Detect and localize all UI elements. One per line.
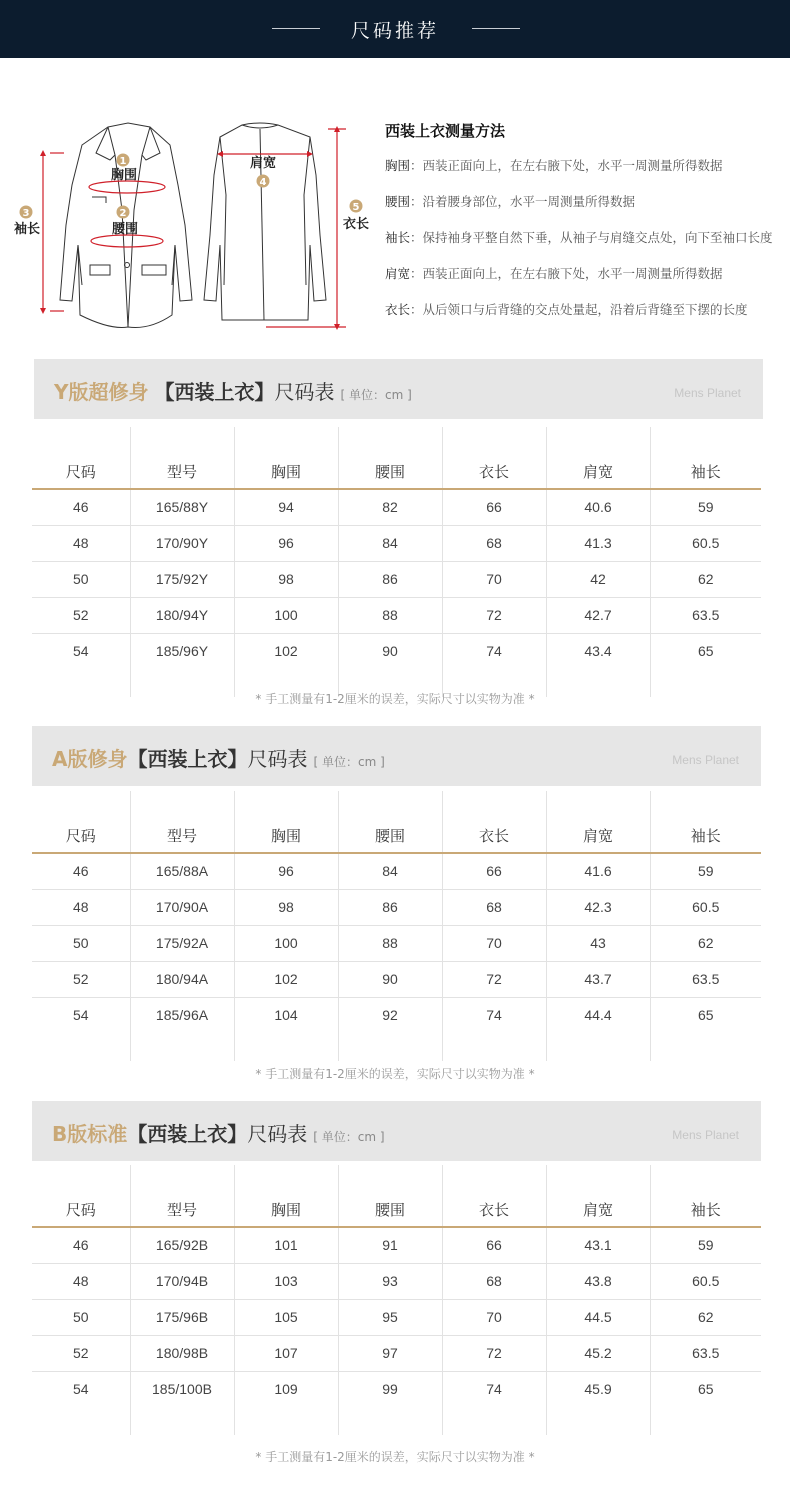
page-title: 尺码推荐 bbox=[350, 20, 439, 42]
col-header: 衣长 bbox=[442, 427, 546, 489]
table-cell: 42.7 bbox=[546, 597, 650, 633]
jacket-measurement-illustration bbox=[10, 115, 380, 340]
section-table-label: 尺码表 bbox=[247, 747, 308, 771]
table-cell: 165/88Y bbox=[130, 489, 234, 525]
measurement-note: * 手工测量有1-2厘米的误差，实际尺寸以实物为准 * bbox=[255, 692, 535, 706]
table-row bbox=[32, 961, 761, 997]
table-cell: 65 bbox=[650, 633, 761, 669]
table-cell: 180/98B bbox=[130, 1335, 234, 1371]
table-cell: 88 bbox=[338, 925, 442, 961]
table-cell: 60.5 bbox=[650, 889, 761, 925]
table-cell: 180/94Y bbox=[130, 597, 234, 633]
badge-2-icon bbox=[117, 206, 130, 220]
section-category: 【西装上衣】 bbox=[154, 380, 275, 404]
col-header: 袖长 bbox=[650, 427, 761, 489]
table-cell: 175/96B bbox=[130, 1299, 234, 1335]
section-unit: [ 单位：cm ] bbox=[313, 1130, 385, 1144]
table-cell: 72 bbox=[442, 1335, 546, 1371]
table-cell: 101 bbox=[234, 1227, 338, 1263]
svg-text:4: 4 bbox=[259, 177, 267, 188]
method-key: 肩宽 bbox=[385, 266, 411, 281]
table-row bbox=[32, 997, 761, 1033]
col-header: 肩宽 bbox=[546, 1165, 650, 1227]
table-cell: 185/96A bbox=[130, 997, 234, 1033]
table-row bbox=[32, 1227, 761, 1263]
table-row bbox=[32, 525, 761, 561]
table-row bbox=[32, 853, 761, 889]
table-header-row bbox=[32, 427, 761, 489]
table-cell: 43.7 bbox=[546, 961, 650, 997]
table-row bbox=[32, 489, 761, 525]
table-row bbox=[32, 925, 761, 961]
chest-label: 胸围 bbox=[110, 168, 138, 183]
table-cell: 60.5 bbox=[650, 525, 761, 561]
table-cell: 170/90Y bbox=[130, 525, 234, 561]
table-cell: 170/90A bbox=[130, 889, 234, 925]
table-cell: 84 bbox=[338, 853, 442, 889]
section-header-y bbox=[34, 359, 763, 419]
table-cell: 68 bbox=[442, 1263, 546, 1299]
table-cell: 65 bbox=[650, 1371, 761, 1407]
table-cell: 91 bbox=[338, 1227, 442, 1263]
col-header: 型号 bbox=[130, 427, 234, 489]
table-cell: 65 bbox=[650, 997, 761, 1033]
table-cell: 46 bbox=[32, 853, 130, 889]
table-row bbox=[32, 1371, 761, 1407]
table-spacer-row bbox=[32, 1033, 761, 1061]
table-cell: 59 bbox=[697, 1237, 714, 1254]
col-header: 型号 bbox=[130, 791, 234, 853]
method-item-chest bbox=[385, 156, 785, 178]
table-cell: 74 bbox=[442, 997, 546, 1033]
table-cell: 98 bbox=[234, 561, 338, 597]
table-cell: 86 bbox=[338, 561, 442, 597]
table-cell: 41.3 bbox=[546, 525, 650, 561]
col-header: 袖长 bbox=[650, 1165, 761, 1227]
col-header: 肩宽 bbox=[546, 791, 650, 853]
col-header: 尺码 bbox=[32, 1165, 130, 1227]
table-cell: 100 bbox=[234, 597, 338, 633]
table-cell: 74 bbox=[442, 633, 546, 669]
measurement-arrows bbox=[43, 129, 346, 327]
table-spacer-row bbox=[32, 1407, 761, 1435]
section-fit-name: A版修身 bbox=[52, 747, 128, 771]
svg-text:2: 2 bbox=[119, 208, 127, 219]
badge-3-icon bbox=[20, 206, 33, 220]
table-cell: 93 bbox=[338, 1263, 442, 1299]
section-unit: [ 单位：cm ] bbox=[340, 388, 412, 402]
col-header: 胸围 bbox=[234, 1165, 338, 1227]
table-cell: 103 bbox=[234, 1263, 338, 1299]
table-cell: 59 bbox=[697, 863, 714, 880]
waist-label: 腰围 bbox=[111, 222, 139, 237]
col-header: 腰围 bbox=[338, 1165, 442, 1227]
sleeve-label: 袖长 bbox=[13, 222, 41, 237]
table-cell: 66 bbox=[442, 489, 546, 525]
table-cell: 105 bbox=[234, 1299, 338, 1335]
table-cell: 40.6 bbox=[546, 489, 650, 525]
table-cell: 97 bbox=[338, 1335, 442, 1371]
table-cell: 102 bbox=[234, 633, 338, 669]
table-cell: 185/96Y bbox=[130, 633, 234, 669]
col-header: 胸围 bbox=[234, 427, 338, 489]
table-cell: 66 bbox=[442, 1227, 546, 1263]
table-cell: 96 bbox=[234, 525, 338, 561]
section-table-label: 尺码表 bbox=[247, 1122, 308, 1146]
table-cell: 44.5 bbox=[546, 1299, 650, 1335]
table-cell: 43 bbox=[546, 925, 650, 961]
table-cell: 99 bbox=[338, 1371, 442, 1407]
size-table-b bbox=[32, 1165, 761, 1435]
table-cell: 54 bbox=[32, 633, 130, 669]
brand-watermark: Mens Planet bbox=[672, 753, 739, 767]
table-cell: 170/94B bbox=[130, 1263, 234, 1299]
table-cell: 100 bbox=[234, 925, 338, 961]
section-header-b bbox=[32, 1101, 761, 1161]
measurement-note: * 手工测量有1-2厘米的误差，实际尺寸以实物为准 * bbox=[255, 1067, 535, 1081]
table-cell: 102 bbox=[234, 961, 338, 997]
section-table-label: 尺码表 bbox=[274, 380, 335, 404]
table-cell: 165/92B bbox=[130, 1227, 234, 1263]
table-cell: 62 bbox=[650, 925, 761, 961]
table-cell: 60.5 bbox=[650, 1263, 761, 1299]
method-item-shoulder bbox=[385, 264, 785, 286]
table-cell: 42.3 bbox=[546, 889, 650, 925]
badge-4-icon bbox=[257, 175, 270, 189]
table-cell: 45.9 bbox=[546, 1371, 650, 1407]
table-cell: 109 bbox=[234, 1371, 338, 1407]
section-fit-name: Y版超修身 bbox=[54, 380, 149, 404]
measurement-note: * 手工测量有1-2厘米的误差，实际尺寸以实物为准 * bbox=[255, 1450, 535, 1464]
col-header: 衣长 bbox=[442, 1165, 546, 1227]
table-cell: 96 bbox=[234, 853, 338, 889]
col-header: 肩宽 bbox=[546, 427, 650, 489]
method-item-length bbox=[385, 300, 785, 322]
method-key: 衣长 bbox=[385, 302, 411, 317]
table-cell: 90 bbox=[338, 633, 442, 669]
table-cell: 180/94A bbox=[130, 961, 234, 997]
table-cell: 104 bbox=[234, 997, 338, 1033]
shoulder-label: 肩宽 bbox=[249, 156, 277, 171]
table-cell: 48 bbox=[32, 889, 130, 925]
size-table-y bbox=[32, 427, 761, 697]
table-cell: 50 bbox=[32, 1299, 130, 1335]
table-cell: 95 bbox=[338, 1299, 442, 1335]
section-unit: [ 单位：cm ] bbox=[313, 755, 385, 769]
table-cell: 62 bbox=[650, 561, 761, 597]
table-cell: 70 bbox=[442, 925, 546, 961]
badge-5-icon bbox=[350, 200, 363, 214]
table-cell: 46 bbox=[32, 1227, 130, 1263]
table-cell: 50 bbox=[32, 561, 130, 597]
method-text: ：西装正面向上，在左右腋下处，水平一周测量所得数据 bbox=[410, 158, 723, 173]
method-item-waist bbox=[385, 192, 785, 214]
table-cell: 44.4 bbox=[546, 997, 650, 1033]
table-cell: 88 bbox=[338, 597, 442, 633]
table-cell: 66 bbox=[442, 853, 546, 889]
table-cell: 70 bbox=[442, 1299, 546, 1335]
col-header: 腰围 bbox=[338, 791, 442, 853]
table-header-row bbox=[32, 1165, 761, 1227]
table-cell: 54 bbox=[32, 997, 130, 1033]
method-key: 袖长 bbox=[385, 230, 411, 245]
table-row bbox=[32, 1263, 761, 1299]
table-cell: 42 bbox=[546, 561, 650, 597]
table-cell: 46 bbox=[32, 489, 130, 525]
jacket-diagram bbox=[10, 115, 380, 340]
table-cell: 52 bbox=[32, 597, 130, 633]
method-text: ：沿着腰身部位，水平一周测量所得数据 bbox=[410, 194, 636, 209]
table-cell: 52 bbox=[32, 1335, 130, 1371]
table-cell: 48 bbox=[32, 525, 130, 561]
table-cell: 43.4 bbox=[546, 633, 650, 669]
col-header: 袖长 bbox=[650, 791, 761, 853]
section-category: 【西装上衣】 bbox=[127, 1122, 248, 1146]
table-row bbox=[32, 633, 761, 669]
header-bar bbox=[0, 0, 790, 58]
table-cell: 68 bbox=[442, 889, 546, 925]
table-cell: 175/92A bbox=[130, 925, 234, 961]
table-cell: 175/92Y bbox=[130, 561, 234, 597]
table-cell: 59 bbox=[697, 499, 714, 516]
method-text: ：西装正面向上，在左右腋下处，水平一周测量所得数据 bbox=[410, 266, 723, 281]
col-header: 腰围 bbox=[338, 427, 442, 489]
table-row bbox=[32, 1299, 761, 1335]
table-cell: 45.2 bbox=[546, 1335, 650, 1371]
table-cell: 98 bbox=[234, 889, 338, 925]
table-row bbox=[32, 597, 761, 633]
table-cell: 165/88A bbox=[130, 853, 234, 889]
table-cell: 52 bbox=[32, 961, 130, 997]
brand-watermark: Mens Planet bbox=[674, 386, 741, 400]
header-line-right bbox=[472, 28, 520, 29]
method-text: ：从后领口与后背缝的交点处量起，沿着后背缝至下摆的长度 bbox=[410, 302, 748, 317]
section-fit-name: B版标准 bbox=[52, 1122, 128, 1146]
badge-1-icon bbox=[117, 154, 130, 168]
table-cell: 43.8 bbox=[546, 1263, 650, 1299]
method-text: ：保持袖身平整自然下垂，从袖子与肩缝交点处，向下至袖口长度 bbox=[410, 230, 773, 245]
table-cell: 41.6 bbox=[546, 853, 650, 889]
svg-text:3: 3 bbox=[22, 208, 30, 219]
size-table-a bbox=[32, 791, 761, 1061]
table-header-row bbox=[32, 791, 761, 853]
table-cell: 63.5 bbox=[650, 597, 761, 633]
col-header: 尺码 bbox=[32, 427, 130, 489]
table-cell: 86 bbox=[338, 889, 442, 925]
brand-watermark: Mens Planet bbox=[672, 1128, 739, 1142]
section-category: 【西装上衣】 bbox=[127, 747, 248, 771]
table-cell: 185/100B bbox=[130, 1371, 234, 1407]
table-row bbox=[32, 561, 761, 597]
table-cell: 84 bbox=[338, 525, 442, 561]
table-cell: 43.1 bbox=[546, 1227, 650, 1263]
table-cell: 94 bbox=[234, 489, 338, 525]
table-cell: 54 bbox=[32, 1371, 130, 1407]
measurement-method bbox=[385, 120, 785, 322]
col-header: 型号 bbox=[130, 1165, 234, 1227]
jacket-back-drawing bbox=[204, 123, 326, 320]
table-cell: 72 bbox=[442, 597, 546, 633]
table-cell: 107 bbox=[234, 1335, 338, 1371]
method-item-sleeve bbox=[385, 228, 785, 250]
table-cell: 62 bbox=[650, 1299, 761, 1335]
svg-text:1: 1 bbox=[119, 156, 127, 167]
table-cell: 63.5 bbox=[650, 961, 761, 997]
table-row bbox=[32, 1335, 761, 1371]
table-cell: 63.5 bbox=[650, 1335, 761, 1371]
table-cell: 74 bbox=[442, 1371, 546, 1407]
col-header: 尺码 bbox=[32, 791, 130, 853]
svg-text:5: 5 bbox=[352, 202, 360, 213]
table-cell: 50 bbox=[32, 925, 130, 961]
table-cell: 82 bbox=[338, 489, 442, 525]
table-row bbox=[32, 889, 761, 925]
method-key: 腰围 bbox=[385, 194, 411, 209]
table-cell: 92 bbox=[338, 997, 442, 1033]
method-title: 西装上衣测量方法 bbox=[385, 122, 506, 140]
table-cell: 68 bbox=[442, 525, 546, 561]
section-header-a bbox=[32, 726, 761, 786]
table-cell: 48 bbox=[32, 1263, 130, 1299]
table-cell: 72 bbox=[442, 961, 546, 997]
table-cell: 90 bbox=[338, 961, 442, 997]
col-header: 胸围 bbox=[234, 791, 338, 853]
method-key: 胸围 bbox=[385, 158, 411, 173]
length-label: 衣长 bbox=[342, 217, 370, 232]
table-cell: 70 bbox=[442, 561, 546, 597]
col-header: 衣长 bbox=[442, 791, 546, 853]
